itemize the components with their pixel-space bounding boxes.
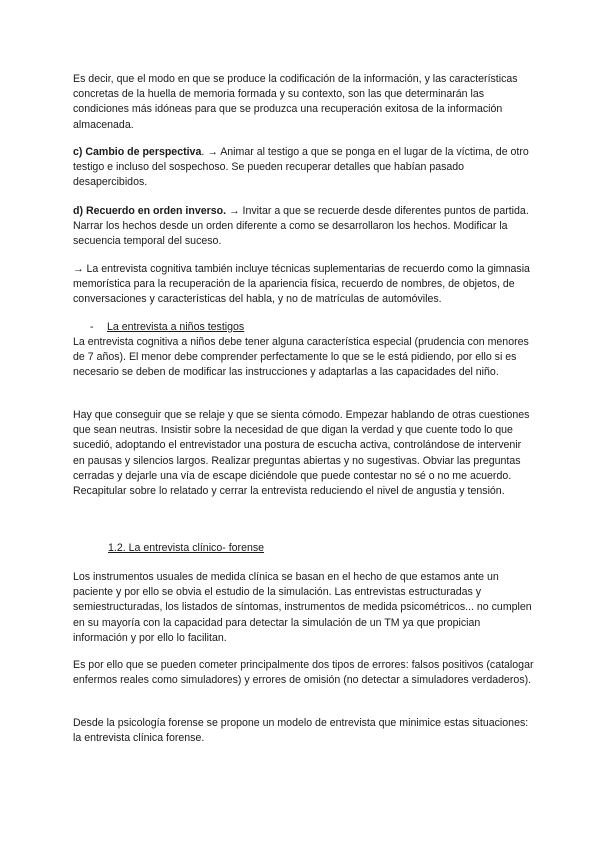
- paragraph-supplementary-techniques: → La entrevista cognitiva también incluye técnicas suplementarias de recuerdo como la gimnasia memorística para la recuperación de la apariencia física, recuerdo de nombres, de objetos, de conversaciones y características del habla, y no de matrículas de automóviles.: [73, 263, 530, 306]
- reverse-order-title: d) Recuerdo en orden inverso.: [73, 205, 227, 217]
- paragraph-clinical-instruments: Los instrumentos usuales de medida clínica se basan en el hecho de que estamos ante un paciente y por ello se obvia el estudio de la simulación. Las entrevistas estructuradas y semiestructuradas, los listados de síntomas, instrumentos de medida psicométricos... no cumplen en su mayoría con la capacidad para detectar la simulación de un TM ya que propician información y por ello lo facilitan.: [73, 571, 532, 644]
- paragraph-relax-child: Hay que conseguir que se relaje y que se sienta cómodo. Empezar hablando de otras cuestiones que sean neutras. Insistir sobre la necesidad de que digan la verdad y que cuente todo lo que sucedió, adoptando el entrevistador una postura de escucha activa, controlándose de intervenir en pausas y silencios largos. Realizar preguntas abiertas y no sugestivas. Obviar las preguntas cerradas y dejarle una vía de escape diciéndole que puede contestar no sé o no me acuerdo. Recapitular sobre lo relatado y cerrar la entrevista reduciendo el nivel de angustia y tensión.: [73, 409, 530, 498]
- paragraph-reverse-order: [73, 204, 535, 250]
- heading-child-witnesses: La entrevista a niños testigos: [107, 321, 245, 333]
- paragraph-forensic-model: Desde la psicología forense se propone un modelo de entrevista que minimice estas situaciones: la entrevista clínica forense.: [73, 717, 529, 745]
- paragraph-child-interview: La entrevista cognitiva a niños debe tener alguna característica especial (prudencia con menores de 7 años). El menor debe comprender perfectamente lo que se le está pidiendo, por ello si es necesario se deben de modificar las instrucciones y adaptarlas a las capacidades del niño.: [73, 336, 529, 379]
- paragraph-error-types: Es por ello que se pueden cometer principalmente dos tipos de errores: falsos positivos (catalogar enfermos reales como simuladores) y errores de omisión (no detectar a simuladores verdaderos).: [73, 659, 534, 687]
- perspective-change-title: c) Cambio de perspectiva: [73, 146, 202, 158]
- paragraph-memory-encoding: Es decir, que el modo en que se produce la codificación de la información, y las características concretas de la huella de memoria formada y su contexto, son las que determinarán las condiciones más idóneas para que se produzca una recuperación exitosa de la información almacenada.: [73, 73, 518, 131]
- bullet-child-witnesses: [90, 320, 540, 335]
- bullet-dash: -: [90, 321, 94, 333]
- paragraph-perspective-change: [73, 145, 535, 191]
- perspective-change-text: . → Animar al testigo a que se ponga en el lugar de la víctima, de otro testigo e incluso del sospechoso. Se pueden recuperar detalles que habían pasado desapercibidos.: [73, 146, 529, 189]
- reverse-order-text: → Invitar a que se recuerde desde diferentes puntos de partida. Narrar los hechos desde un orden diferente a como se desarrollaron los hechos. Modificar la secuencia temporal del suceso.: [73, 205, 529, 248]
- heading-clinical-forensic-interview: 1.2. La entrevista clínico- forense: [108, 542, 265, 554]
